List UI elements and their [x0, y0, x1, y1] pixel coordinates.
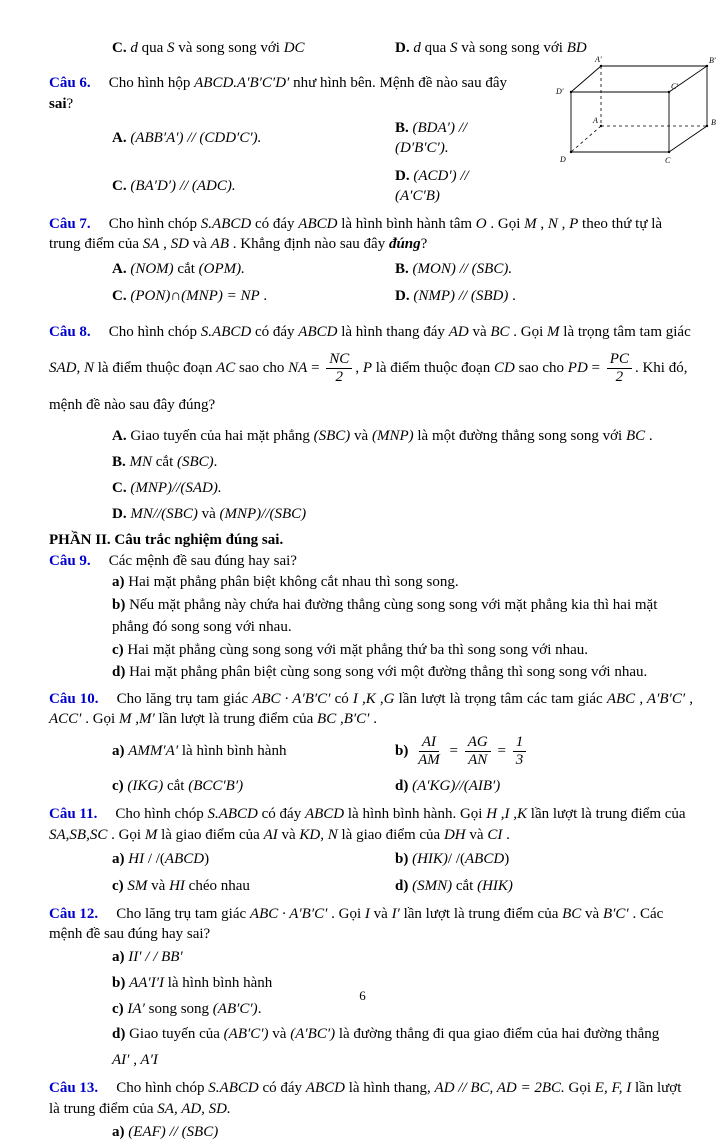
question-11-number: Câu 11. [49, 805, 98, 822]
item-d: d) Giao tuyến của (AB′C′) và (A′BC′) là đường thẳng đi qua giao điểm của hai đường thẳng [112, 1026, 660, 1043]
vertex-label-b-prime: B′ [709, 56, 716, 65]
option-a: A. (ABB′A′) // (CDD′C′). [112, 130, 262, 147]
question-9-number: Câu 9. [49, 553, 91, 570]
option-d: D. MN//(SBC) và (MNP)//(SBC) [112, 506, 307, 523]
question-10 [49, 689, 693, 800]
option-d: D. d qua S và song song với BD [395, 39, 587, 56]
vertex-label-b: B [711, 118, 716, 127]
item-c: c) Hai mặt phẳng cùng song song với mặt phẳng thứ ba thì song song với nhau. [112, 641, 589, 658]
option-b: B. MN cắt (SBC). [112, 454, 218, 471]
question-8 [49, 314, 693, 528]
part2-heading: PHẦN II. Câu trắc nghiệm đúng sai. [49, 531, 284, 548]
vertex-label-a-prime: A′ [595, 55, 602, 64]
box-figure [549, 52, 721, 166]
item-d-continued: AI′ , A′I [112, 1052, 158, 1069]
question-11 [49, 804, 693, 900]
item-b: b) (HIK)/ /(ABCD) [395, 850, 510, 867]
question-12-stem [49, 904, 693, 945]
question-11-items [112, 845, 693, 900]
question-7-text: Cho hình chóp S.ABCD có đáy ABCD là hình bình hành tâm O . Gọi M , N , P theo thứ tự là trung điểm của SA , SD và AB . Khẳng định nào sau đây đúng? [49, 215, 663, 253]
question-6-number: Câu 6. [49, 75, 91, 92]
question-10-text: Cho lăng trụ tam giác ABC · A′B′C′ có I ,K ,G lần lượt là trọng tâm các tam giác ABC , A′B′C′ , ACC′ . Gọi M ,M′ lần lượt là trung điểm của BC ,B′C′ . [49, 690, 693, 728]
question-9-text: Các mệnh đề sau đúng hay sai? [108, 553, 297, 570]
vertex-label-c: C [665, 156, 671, 165]
item-a: a) AMM′A′ là hình bình hành [112, 743, 287, 760]
question-7-options [112, 255, 693, 310]
option-b: B. (BDA′) // (D′B′C′). [395, 120, 468, 157]
option-d: D. (NMP) // (SBD) . [395, 287, 516, 304]
item-d: d) (SMN) cắt (HIK) [395, 877, 513, 894]
option-b: B. (MON) // (SBC). [395, 260, 513, 277]
box-figure-svg [549, 52, 721, 166]
option-c: C. (PON)∩(MNP) = NP . [112, 287, 268, 304]
vertex-label-d-prime: D′ [556, 87, 564, 96]
item-a: a) (EAF) // (SBC) [112, 1124, 219, 1141]
item-a: a) Hai mặt phẳng phân biệt không cắt nhau thì song song. [112, 574, 459, 591]
question-13-stem [49, 1078, 693, 1119]
question-7 [49, 214, 693, 310]
item-a: a) HI / /(ABCD) [112, 850, 210, 867]
item-b: b) Nếu mặt phẳng này chứa hai đường thẳng cùng song song với mặt phẳng kia thì hai mặt phẳng đó song song với nhau. [112, 597, 658, 635]
question-7-number: Câu 7. [49, 215, 91, 232]
option-c: C. d qua S và song song với DC [112, 39, 305, 56]
question-7-stem [49, 214, 693, 255]
question-6-options [112, 115, 513, 210]
option-a: A. Giao tuyến của hai mặt phẳng (SBC) và (MNP) là một đường thẳng song song với BC . [112, 428, 653, 445]
question-12-text: Cho lăng trụ tam giác ABC · A′B′C′ . Gọi I và I′ lần lượt là trung điểm của BC và B′C′ . Các mệnh đề sau đúng hay sai? [49, 905, 664, 943]
question-11-text: Cho hình chóp S.ABCD có đáy ABCD là hình bình hành. Gọi H ,I ,K lần lượt là trung điểm của SA,SB,SC . Gọi M là giao điểm của AI và KD, N là giao điểm của DH và CI . [49, 805, 686, 843]
question-6-text: Cho hình hộp ABCD.A′B′C′D′ như hình bên. Mệnh đề nào sau đây sai? [49, 75, 507, 112]
item-b: b) AA′I′I là hình bình hành [112, 974, 273, 991]
question-10-number: Câu 10. [49, 690, 99, 707]
option-c: C. (MNP)//(SAD). [112, 480, 222, 497]
option-a: A. (NOM) cắt (OPM). [112, 260, 245, 277]
vertex-label-a: A [593, 116, 598, 125]
item-d: d) (A′KG)//(AIB′) [395, 778, 501, 795]
question-11-stem [49, 804, 693, 845]
item-d: d) Hai mặt phẳng phân biệt cùng song song với một đường thẳng thì song song với nhau. [112, 664, 648, 681]
question-8-number: Câu 8. [49, 323, 91, 340]
option-d: D. (ACD′) // (A′C′B) [395, 167, 469, 204]
item-c: c) (IKG) cắt (BCC′B′) [112, 778, 244, 795]
option-c: C. (BA′D′) // (ADC). [112, 177, 236, 194]
item-c: c) IA′ song song (AB′C′). [112, 1000, 262, 1017]
question-9 [49, 551, 693, 684]
question-8-text: Cho hình chóp S.ABCD có đáy ABCD là hình thang đáy AD và BC . Gọi M là trọng tâm tam giác SAD, N là điểm thuộc đoạn AC sao cho NA = $\frac{NC}{2}$ , P là điểm thuộc đoạn CD sao cho PD = $\frac{PC}{2}$ . Khi đó, mệnh đề nào sau đây đúng? [49, 323, 691, 413]
question-6-stem [49, 73, 513, 114]
question-13 [49, 1078, 693, 1147]
question-10-stem [49, 689, 693, 730]
question-13-text: Cho hình chóp S.ABCD có đáy ABCD là hình thang, AD // BC, AD = 2BC. Gọi E, F, I lần lượt là trung điểm của SA, AD, SD. [49, 1079, 682, 1117]
item-c: c) SM và HI chéo nhau [112, 877, 250, 894]
vertex-label-c-prime: C′ [671, 82, 679, 91]
question-13-number: Câu 13. [49, 1079, 99, 1096]
page-number: 6 [359, 988, 366, 1003]
question-12-number: Câu 12. [49, 905, 99, 922]
item-b: b) $\frac{AI}{AM}$ = $\frac{AG}{AN}$ = $\frac{1}{3}$ [395, 730, 693, 773]
question-8-stem [49, 314, 693, 424]
question-9-stem [49, 551, 693, 572]
question-10-items [112, 730, 693, 800]
item-a: a) II′ / / BB′ [112, 949, 183, 966]
vertex-label-d: D [560, 155, 566, 164]
